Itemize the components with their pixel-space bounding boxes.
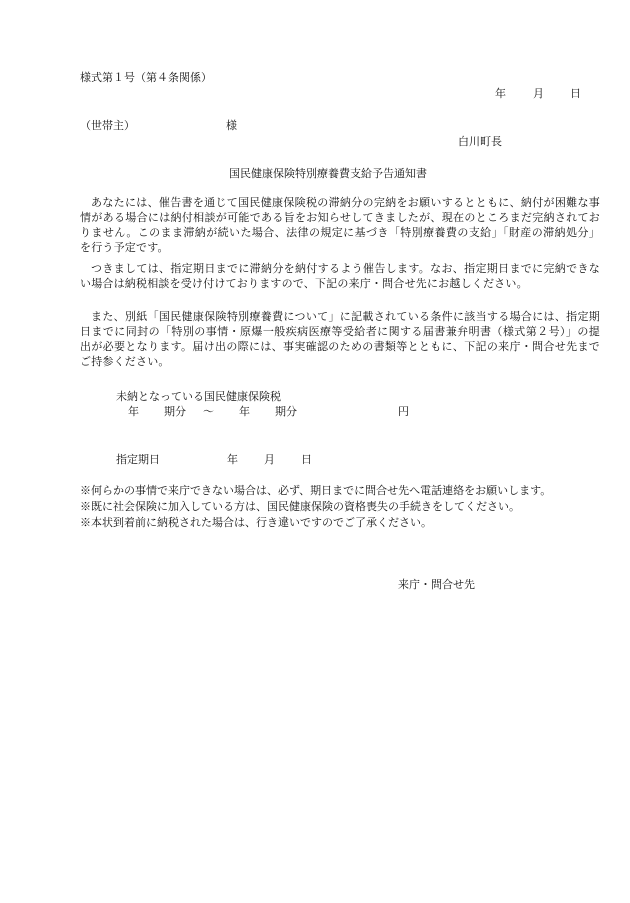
unpaid-to-period: 期分 bbox=[275, 405, 297, 418]
recipient-label: （世帯主） bbox=[80, 119, 135, 132]
body-paragraph-1: あなたには、催告書を通じて国民健康保険税の滞納分の完納をお願いするとともに、納付が困難な事情がある場合には納付相談が可能である旨をお知らせしてきましたが、現在のところまだ完納されておりません。このまま滞納が続いた場合、法律の規定に基づき「特別療養費の支給」「財産の滞納処分」を行う予定です。 bbox=[80, 196, 600, 254]
deadline-label: 指定期日 bbox=[116, 453, 160, 466]
body-paragraph-3: また、別紙「国民健康保険特別療養費について」に記載されている条件に該当する場合には、指定期日までに同封の「特別の事情・原爆一般疾病医療等受給者に関する届書兼弁明書（様式第２号）」の提出が必要となります。届け出の際には、事実確認のための書類等とともに、下記の来庁・問合せ先までご持参ください。 bbox=[80, 310, 600, 368]
date-year: 年 bbox=[495, 87, 506, 100]
deadline-month: 月 bbox=[264, 453, 275, 466]
unpaid-label: 未納となっている国民健康保険税 bbox=[116, 390, 281, 403]
document-title: 国民健康保険特別療養費支給予告通知書 bbox=[229, 167, 427, 180]
unpaid-tilde: 〜 bbox=[203, 405, 214, 418]
unpaid-from-period: 期分 bbox=[164, 405, 186, 418]
unpaid-from-year: 年 bbox=[128, 405, 139, 418]
deadline-day: 日 bbox=[301, 453, 312, 466]
date-day: 日 bbox=[570, 87, 581, 100]
issuer-name: 白川町長 bbox=[458, 135, 502, 148]
note-1: ※何らかの事情で来庁できない場合は、必ず、期日までに問合せ先へ電話連絡をお願いします。 bbox=[80, 484, 552, 497]
recipient-honorific: 様 bbox=[226, 119, 237, 132]
note-2: ※既に社会保険に加入している方は、国民健康保険の資格喪失の手続きをしてください。 bbox=[80, 500, 520, 513]
date-month: 月 bbox=[533, 87, 544, 100]
note-3: ※本状到着前に納税された場合は、行き違いですのでご了承ください。 bbox=[80, 516, 432, 529]
unpaid-to-year: 年 bbox=[239, 405, 250, 418]
deadline-year: 年 bbox=[227, 453, 238, 466]
unpaid-currency: 円 bbox=[398, 405, 409, 418]
contact-label: 来庁・問合せ先 bbox=[398, 578, 475, 591]
form-number: 様式第１号（第４条関係） bbox=[80, 71, 212, 84]
body-paragraph-2: つきましては、指定期日までに滞納分を納付するよう催告します。なお、指定期日までに完納できない場合は納税相談を受け付けておりますので、下記の来庁・問合せ先にお越しください。 bbox=[80, 262, 600, 290]
